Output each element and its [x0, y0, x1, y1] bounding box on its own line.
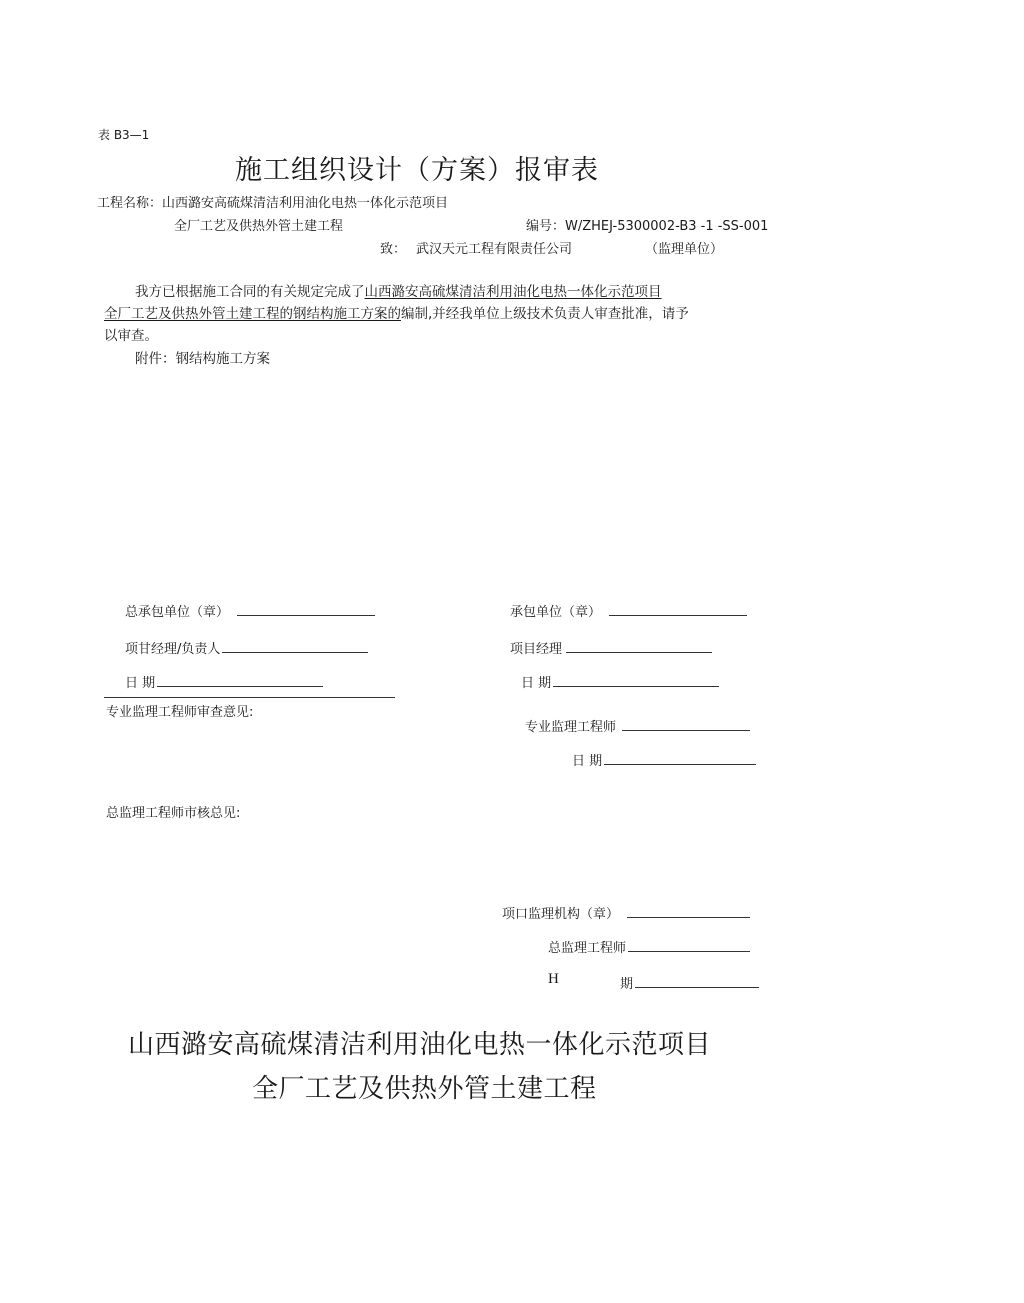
- date-left-label: 日 期: [125, 676, 156, 691]
- chief-label: 总监理工程师: [548, 941, 627, 956]
- specialist-signature: [525, 716, 750, 735]
- footer-project-name: 山西潞安高硫煤清洁利用油化电热一体化示范项目: [128, 1030, 712, 1060]
- chief-date: [620, 973, 759, 992]
- chief-opinion-label: 总监理工程师市核总见:: [106, 806, 241, 821]
- attachment: 附件：钢结构施工方案: [135, 351, 270, 367]
- date-right-label: 日 期: [521, 676, 552, 691]
- date-right: [521, 672, 719, 691]
- date-left-line: [157, 674, 323, 687]
- specialist-date-label: 日 期: [572, 754, 603, 769]
- body-line-2-suffix: 编制,并经我单位上级技术负责人审查批准，请予: [401, 306, 689, 322]
- specialist-date-line: [604, 752, 756, 765]
- general-contractor-seal: [125, 601, 375, 620]
- contractor-line: [609, 603, 747, 616]
- chief-line: [628, 939, 750, 952]
- specialist-opinion-label: 专业监理工程师审查意见:: [106, 705, 254, 720]
- page-title: 施工组织设计（方案）报审表: [235, 155, 599, 186]
- agency-line: [627, 905, 750, 918]
- footer-project-subname: 全厂工艺及供热外管土建工程: [252, 1074, 597, 1104]
- project-subname: 全厂工艺及供热外管土建工程: [174, 219, 344, 234]
- section-divider: [104, 697, 395, 698]
- general-contractor-line: [237, 603, 375, 616]
- contractor-label: 承包单位（章）: [510, 605, 602, 620]
- to-company: 武汉天元工程有限责任公司: [416, 242, 573, 257]
- general-contractor-label: 总承包单位（章）: [125, 605, 230, 620]
- specialist-date: [572, 750, 756, 769]
- chief-signature: [548, 937, 750, 956]
- project-name: 工程名称：山西潞安高硫煤清洁利用油化电热一体化示范项目: [97, 196, 449, 211]
- chief-date-h: H: [548, 971, 559, 987]
- pm-right: [510, 638, 712, 657]
- body-line-1-prefix: 我方已根据施工合同的有关规定完成了: [135, 284, 365, 300]
- body-line-3: 以审查。: [104, 328, 158, 344]
- body-line-1: [135, 281, 662, 303]
- agency-seal: [502, 903, 750, 922]
- specialist-line: [622, 718, 750, 731]
- document-number: 编号：W/ZHEJ-5300002-B3 -1 -SS-001: [526, 219, 769, 234]
- chief-date-label: 期: [620, 977, 634, 992]
- pm-left: [125, 638, 368, 657]
- pm-right-label: 项目经理: [510, 642, 563, 657]
- specialist-label: 专业监理工程师: [525, 720, 617, 735]
- pm-left-line: [222, 640, 368, 653]
- date-left: [125, 672, 323, 691]
- chief-date-line: [635, 975, 759, 988]
- to-label: 致：: [380, 242, 407, 257]
- to-role: （监理单位）: [645, 242, 724, 257]
- body-line-2: [104, 303, 689, 325]
- agency-label: 项口监理机构（章）: [502, 907, 620, 922]
- contractor-seal: [510, 601, 747, 620]
- date-right-line: [553, 674, 719, 687]
- scheme-name-underlined: 全厂工艺及供热外管土建工程的钢结构施工方案的: [104, 306, 401, 322]
- pm-right-line: [566, 640, 712, 653]
- pm-left-label: 项甘经理/负责人: [125, 642, 221, 657]
- project-name-underlined: 山西潞安高硫煤清洁利用油化电热一体化示范项目: [364, 284, 662, 300]
- form-code: 表 B3—1: [98, 128, 150, 142]
